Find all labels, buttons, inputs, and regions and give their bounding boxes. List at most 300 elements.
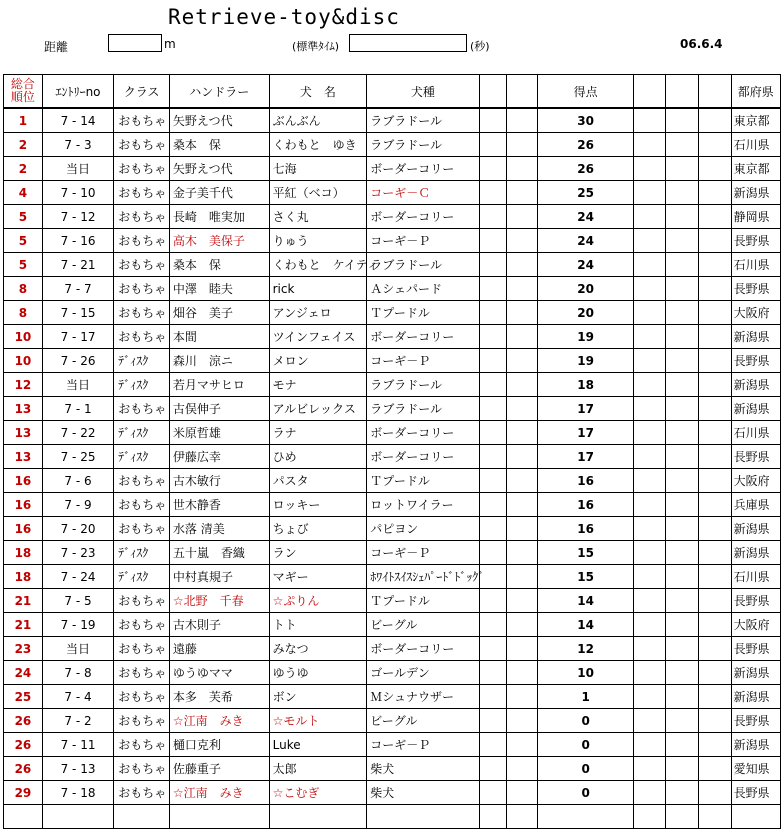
score-cell: 24 — [538, 205, 634, 229]
blank-cell — [479, 421, 506, 445]
table-row — [4, 397, 781, 421]
class-cell: ﾃﾞｨｽｸ — [114, 349, 170, 373]
pref-cell: 東京都 — [731, 108, 780, 133]
blank-cell — [506, 685, 537, 709]
dog-cell: ゆうゆ — [269, 661, 367, 685]
blank-cell — [666, 325, 699, 349]
blank-cell — [666, 469, 699, 493]
rank-cell: 25 — [4, 685, 43, 709]
rank-header: 総合 順位 — [4, 75, 43, 109]
breed-cell: ラブラドール — [367, 253, 479, 277]
blank-cell — [666, 493, 699, 517]
rank-cell: 10 — [4, 349, 43, 373]
entry-cell: 7 - 22 — [42, 421, 113, 445]
class-cell: ﾃﾞｨｽｸ — [114, 421, 170, 445]
blank-cell — [479, 397, 506, 421]
score-cell: 16 — [538, 517, 634, 541]
handler-cell: 矢野えつ代 — [169, 157, 269, 181]
blank-cell — [666, 757, 699, 781]
pref-cell: 東京都 — [731, 157, 780, 181]
dog-cell: アンジェロ — [269, 301, 367, 325]
blank-cell — [666, 421, 699, 445]
blank-cell — [666, 541, 699, 565]
class-cell: おもちゃ — [114, 589, 170, 613]
rank-cell: 16 — [4, 469, 43, 493]
handler-cell: 本多 芙希 — [169, 685, 269, 709]
dog-cell: アルビレックス — [269, 397, 367, 421]
pref-cell: 長野県 — [731, 229, 780, 253]
entry-cell: 7 - 17 — [42, 325, 113, 349]
handler-cell: 矢野えつ代 — [169, 108, 269, 133]
dog-cell: ☆ぷりん — [269, 589, 367, 613]
rank-cell: 21 — [4, 589, 43, 613]
handler-header: ハンドラー — [169, 75, 269, 109]
score-cell: 15 — [538, 541, 634, 565]
blank-cell — [699, 253, 732, 277]
pref-cell: 新潟県 — [731, 373, 780, 397]
rank-cell: 4 — [4, 181, 43, 205]
rank-cell: 26 — [4, 733, 43, 757]
blank-cell — [506, 181, 537, 205]
blank-cell — [666, 229, 699, 253]
score-cell: 15 — [538, 565, 634, 589]
blank-cell — [506, 493, 537, 517]
blank-cell — [479, 709, 506, 733]
entry-cell: 7 - 25 — [42, 445, 113, 469]
dog-cell: Luke — [269, 733, 367, 757]
blank-cell — [699, 493, 732, 517]
blank-cell — [633, 781, 666, 805]
blank-cell — [666, 181, 699, 205]
pref-cell: 新潟県 — [731, 685, 780, 709]
rank-cell: 18 — [4, 541, 43, 565]
pref-cell: 長野県 — [731, 709, 780, 733]
blank-cell — [479, 781, 506, 805]
pref-cell: 新潟県 — [731, 181, 780, 205]
breed-cell: ボーダーコリー — [367, 421, 479, 445]
class-cell: おもちゃ — [114, 757, 170, 781]
blank-cell — [699, 349, 732, 373]
blank-cell — [699, 325, 732, 349]
blank-cell — [506, 325, 537, 349]
blank-cell — [633, 253, 666, 277]
pref-cell: 大阪府 — [731, 301, 780, 325]
blank-cell — [506, 229, 537, 253]
table-row — [4, 541, 781, 565]
standard-time-field[interactable] — [349, 34, 467, 52]
blank-cell — [633, 349, 666, 373]
blank-header — [666, 75, 699, 109]
handler-cell: 桑本 保 — [169, 133, 269, 157]
blank-cell — [666, 301, 699, 325]
rank-cell: 26 — [4, 709, 43, 733]
distance-field[interactable] — [108, 34, 162, 52]
entry-cell: 7 - 5 — [42, 589, 113, 613]
rank-cell: 2 — [4, 157, 43, 181]
blank-cell — [506, 205, 537, 229]
blank-cell — [666, 805, 699, 829]
entry-cell: 7 - 9 — [42, 493, 113, 517]
blank-cell — [666, 349, 699, 373]
blank-cell — [479, 685, 506, 709]
blank-cell — [699, 613, 732, 637]
blank-cell — [479, 589, 506, 613]
table-row — [4, 445, 781, 469]
header-row — [4, 75, 781, 109]
rank-cell: 29 — [4, 781, 43, 805]
entry-cell: 7 - 7 — [42, 277, 113, 301]
blank-cell — [699, 205, 732, 229]
breed-cell: ボーダーコリー — [367, 205, 479, 229]
handler-cell: 樋口克利 — [169, 733, 269, 757]
score-cell: 17 — [538, 445, 634, 469]
table-row — [4, 373, 781, 397]
blank-cell — [479, 541, 506, 565]
blank-cell — [666, 133, 699, 157]
blank-cell — [699, 685, 732, 709]
entry-cell: 7 - 8 — [42, 661, 113, 685]
table-row — [4, 709, 781, 733]
blank-cell — [699, 805, 732, 829]
blank-cell — [479, 349, 506, 373]
rank-cell: 16 — [4, 493, 43, 517]
dog-cell: マギー — [269, 565, 367, 589]
breed-cell: コーギ－Ｐ — [367, 541, 479, 565]
entry-cell: 7 - 12 — [42, 205, 113, 229]
score-cell: 14 — [538, 613, 634, 637]
entry-cell: 7 - 14 — [42, 108, 113, 133]
blank-cell — [633, 805, 666, 829]
blank-cell — [666, 253, 699, 277]
rank-cell: 5 — [4, 229, 43, 253]
pref-cell: 新潟県 — [731, 517, 780, 541]
blank-cell — [479, 757, 506, 781]
blank-cell — [666, 108, 699, 133]
handler-cell: 古木則子 — [169, 613, 269, 637]
blank-cell — [506, 805, 537, 829]
table-row — [4, 493, 781, 517]
pref-cell: 石川県 — [731, 133, 780, 157]
blank-cell — [699, 661, 732, 685]
entry-cell: 7 - 26 — [42, 349, 113, 373]
blank-cell — [42, 805, 113, 829]
score-header: 得点 — [538, 75, 634, 109]
blank-header — [699, 75, 732, 109]
dog-cell: さく丸 — [269, 205, 367, 229]
dog-cell: りゅう — [269, 229, 367, 253]
dog-cell: くわもと ゆき — [269, 133, 367, 157]
score-cell: 14 — [538, 589, 634, 613]
breed-cell: コーギ－Ｐ — [367, 349, 479, 373]
pref-cell: 大阪府 — [731, 613, 780, 637]
blank-cell — [633, 277, 666, 301]
rank-cell: 24 — [4, 661, 43, 685]
pref-cell: 兵庫県 — [731, 493, 780, 517]
class-cell: おもちゃ — [114, 253, 170, 277]
rank-cell: 13 — [4, 397, 43, 421]
table-row — [4, 757, 781, 781]
breed-cell: Ｔプードル — [367, 589, 479, 613]
score-cell: 26 — [538, 157, 634, 181]
blank-cell — [666, 517, 699, 541]
blank-cell — [699, 469, 732, 493]
page-title: Retrieve-toy&disc — [168, 5, 400, 29]
score-cell: 0 — [538, 733, 634, 757]
blank-cell — [538, 805, 634, 829]
blank-cell — [506, 589, 537, 613]
table-row — [4, 253, 781, 277]
breed-cell: コーギ－Ｃ — [367, 181, 479, 205]
blank-cell — [699, 733, 732, 757]
class-cell: おもちゃ — [114, 325, 170, 349]
entry-cell: 7 - 18 — [42, 781, 113, 805]
class-cell: おもちゃ — [114, 133, 170, 157]
blank-cell — [699, 397, 732, 421]
blank-cell — [699, 781, 732, 805]
breed-cell: ラブラドール — [367, 373, 479, 397]
pref-cell: 長野県 — [731, 781, 780, 805]
blank-cell — [479, 445, 506, 469]
score-cell: 12 — [538, 637, 634, 661]
pref-cell: 新潟県 — [731, 733, 780, 757]
handler-cell: ☆江南 みき — [169, 709, 269, 733]
table-row — [4, 349, 781, 373]
table-row — [4, 133, 781, 157]
blank-cell — [506, 349, 537, 373]
score-cell: 25 — [538, 181, 634, 205]
blank-cell — [666, 565, 699, 589]
blank-cell — [666, 277, 699, 301]
blank-cell — [633, 421, 666, 445]
blank-cell — [479, 469, 506, 493]
blank-cell — [479, 613, 506, 637]
blank-cell — [699, 757, 732, 781]
handler-cell: 世木静香 — [169, 493, 269, 517]
score-cell: 17 — [538, 397, 634, 421]
blank-cell — [666, 445, 699, 469]
class-cell: おもちゃ — [114, 493, 170, 517]
dog-cell: ひめ — [269, 445, 367, 469]
blank-cell — [633, 373, 666, 397]
rank-cell: 21 — [4, 613, 43, 637]
blank-cell — [633, 469, 666, 493]
handler-cell: 五十嵐 香織 — [169, 541, 269, 565]
blank-cell — [506, 709, 537, 733]
blank-cell — [731, 805, 780, 829]
class-cell: おもちゃ — [114, 277, 170, 301]
dog-cell: ラン — [269, 541, 367, 565]
blank-cell — [479, 637, 506, 661]
pref-cell: 新潟県 — [731, 397, 780, 421]
blank-cell — [699, 541, 732, 565]
blank-cell — [699, 133, 732, 157]
blank-cell — [699, 157, 732, 181]
blank-cell — [479, 229, 506, 253]
score-cell: 0 — [538, 757, 634, 781]
class-cell: ﾃﾞｨｽｸ — [114, 445, 170, 469]
blank-cell — [699, 589, 732, 613]
blank-cell — [633, 613, 666, 637]
blank-cell — [633, 517, 666, 541]
dog-cell: モナ — [269, 373, 367, 397]
blank-cell — [506, 397, 537, 421]
table-row — [4, 229, 781, 253]
table-row — [4, 685, 781, 709]
score-cell: 0 — [538, 709, 634, 733]
entry-cell: 7 - 21 — [42, 253, 113, 277]
pref-cell: 石川県 — [731, 421, 780, 445]
pref-cell: 新潟県 — [731, 541, 780, 565]
blank-cell — [506, 277, 537, 301]
handler-cell: 中澤 睦夫 — [169, 277, 269, 301]
handler-cell: 畑谷 美子 — [169, 301, 269, 325]
class-cell: おもちゃ — [114, 709, 170, 733]
table-row — [4, 661, 781, 685]
blank-cell — [699, 421, 732, 445]
rank-cell: 13 — [4, 421, 43, 445]
entry-cell: 7 - 15 — [42, 301, 113, 325]
blank-cell — [269, 805, 367, 829]
breed-cell: 柴犬 — [367, 757, 479, 781]
handler-cell: ☆北野 千春 — [169, 589, 269, 613]
table-row — [4, 325, 781, 349]
blank-cell — [666, 373, 699, 397]
breed-cell: ラブラドール — [367, 397, 479, 421]
blank-cell — [666, 781, 699, 805]
rank-cell: 8 — [4, 277, 43, 301]
dog-cell: ちょび — [269, 517, 367, 541]
entry-cell: 当日 — [42, 157, 113, 181]
blank-cell — [479, 661, 506, 685]
score-cell: 17 — [538, 421, 634, 445]
blank-cell — [633, 445, 666, 469]
blank-header — [506, 75, 537, 109]
blank-cell — [666, 589, 699, 613]
rank-cell: 1 — [4, 108, 43, 133]
handler-cell: 水落 清美 — [169, 517, 269, 541]
handler-cell: 本間 — [169, 325, 269, 349]
rank-cell: 26 — [4, 757, 43, 781]
table-row — [4, 205, 781, 229]
rank-cell: 13 — [4, 445, 43, 469]
score-cell: 24 — [538, 253, 634, 277]
table-row — [4, 589, 781, 613]
entry-cell: 7 - 20 — [42, 517, 113, 541]
blank-cell — [479, 493, 506, 517]
rank-cell: 5 — [4, 253, 43, 277]
results-table — [3, 74, 781, 829]
blank-cell — [666, 709, 699, 733]
table-row — [4, 181, 781, 205]
handler-cell: 米原哲雄 — [169, 421, 269, 445]
entry-cell: 7 - 19 — [42, 613, 113, 637]
table-row — [4, 637, 781, 661]
blank-cell — [633, 108, 666, 133]
blank-cell — [633, 589, 666, 613]
entry-cell: 7 - 6 — [42, 469, 113, 493]
rank-cell: 12 — [4, 373, 43, 397]
class-cell: おもちゃ — [114, 181, 170, 205]
blank-cell — [699, 108, 732, 133]
handler-cell: 佐藤重子 — [169, 757, 269, 781]
blank-cell — [699, 373, 732, 397]
blank-cell — [699, 709, 732, 733]
blank-cell — [633, 757, 666, 781]
dog-cell: ぶんぶん — [269, 108, 367, 133]
breed-cell: ボーダーコリー — [367, 637, 479, 661]
table-row — [4, 469, 781, 493]
blank-cell — [699, 301, 732, 325]
blank-cell — [479, 277, 506, 301]
entry-cell: 7 - 1 — [42, 397, 113, 421]
blank-cell — [699, 277, 732, 301]
table-row — [4, 421, 781, 445]
blank-cell — [506, 108, 537, 133]
blank-cell — [666, 397, 699, 421]
table-row — [4, 565, 781, 589]
blank-cell — [633, 565, 666, 589]
score-cell: 18 — [538, 373, 634, 397]
dog-cell: rick — [269, 277, 367, 301]
blank-cell — [479, 108, 506, 133]
blank-cell — [633, 541, 666, 565]
blank-cell — [479, 157, 506, 181]
breed-cell: ビーグル — [367, 709, 479, 733]
table-row — [4, 733, 781, 757]
pref-cell: 石川県 — [731, 565, 780, 589]
blank-cell — [633, 229, 666, 253]
class-cell: おもちゃ — [114, 157, 170, 181]
dog-cell: ツインフェイス — [269, 325, 367, 349]
blank-cell — [506, 733, 537, 757]
standard-time-label: (標準ﾀｲﾑ) — [292, 40, 340, 53]
blank-cell — [633, 301, 666, 325]
blank-cell — [633, 709, 666, 733]
breed-cell: Ｔプードル — [367, 301, 479, 325]
table-row — [4, 613, 781, 637]
score-cell: 30 — [538, 108, 634, 133]
blank-cell — [633, 181, 666, 205]
entry-cell: 7 - 24 — [42, 565, 113, 589]
score-cell: 1 — [538, 685, 634, 709]
table-row — [4, 108, 781, 133]
class-cell: おもちゃ — [114, 685, 170, 709]
blank-cell — [506, 541, 537, 565]
breed-cell: ラブラドール — [367, 108, 479, 133]
class-cell: おもちゃ — [114, 301, 170, 325]
entry-cell: 7 - 3 — [42, 133, 113, 157]
entry-cell: 7 - 16 — [42, 229, 113, 253]
dog-cell: ボン — [269, 685, 367, 709]
dog-cell: トト — [269, 613, 367, 637]
handler-cell: ゆうゆママ — [169, 661, 269, 685]
table-row — [4, 517, 781, 541]
blank-cell — [506, 565, 537, 589]
blank-cell — [506, 613, 537, 637]
blank-cell — [506, 517, 537, 541]
class-cell: おもちゃ — [114, 661, 170, 685]
blank-cell — [699, 517, 732, 541]
empty-row — [4, 805, 781, 829]
breed-cell: ﾎﾜｲﾄｽｲｽｼｪﾊﾟｰﾄﾞﾄﾞｯｸﾞ — [367, 565, 479, 589]
blank-cell — [633, 685, 666, 709]
pref-cell: 長野県 — [731, 637, 780, 661]
class-cell: おもちゃ — [114, 517, 170, 541]
blank-header — [479, 75, 506, 109]
blank-cell — [506, 157, 537, 181]
blank-cell — [479, 373, 506, 397]
score-cell: 16 — [538, 469, 634, 493]
